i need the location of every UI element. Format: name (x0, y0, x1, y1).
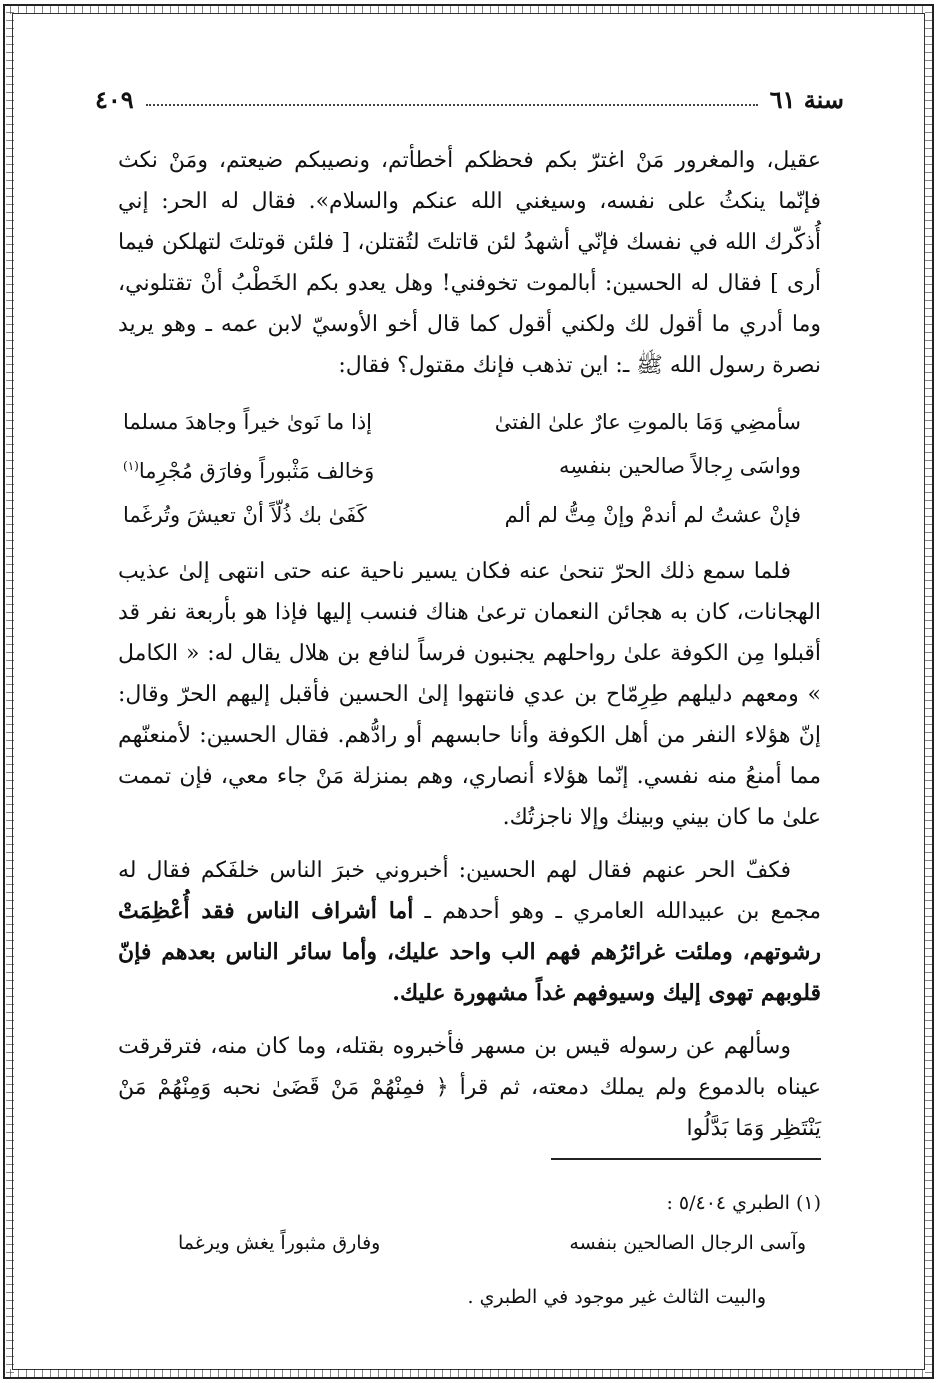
footnote-verse-second: وفارق مثبوراً يغش ويرغما (178, 1232, 381, 1254)
paragraph-4: وسألهم عن رسوله قيس بن مسهر فأخبروه بقتله، وما كان منه، فترقرقت عيناه بالدموع ولم يملك دمعته، ثم قرأ ﴿ فمِنْهُمْ مَنْ قَضَىٰ نحبه وَمِنْهُمْ مَنْ يَنْتَظِر وَمَا بَدَّلُوا (118, 1034, 821, 1141)
footnote-verse-first: وآسى الرجال الصالحين بنفسه (569, 1232, 806, 1254)
poem (118, 400, 821, 537)
verse-second-hemistich: إذا ما نَوىٰ خيراً وجاهدَ مسلما (123, 410, 373, 434)
footnote-reference: (١) الطبري ٥/٤٠٤ : (666, 1192, 821, 1214)
verse-first-hemistich: سأمضِي وَمَا بالموتِ عارٌ علىٰ الفتىٰ (494, 410, 801, 434)
paragraph-3 (118, 850, 821, 1014)
main-text (118, 140, 821, 1149)
poem-verse (118, 493, 821, 537)
paragraph-2: فلما سمع ذلك الحرّ تنحىٰ عنه فكان يسير ناحية عنه حتى انتهى إلىٰ عذيب الهجانات، كان به هجائن النعمان ترعىٰ هناك فنسب إليها فإذا هو بأربعة نفر قد أقبلوا مِن الكوفة علىٰ رواحلهم يجنبون فرساً لنافع بن هلال يقال له: « الكامل » ومعهم دليلهم طِرِمّاح بن عدي فانتهوا إلىٰ الحسين فأقبل إليهم الحرّ وقال: إنّ هؤلاء النفر من أهل الكوفة وأنا حابسهم أو رادُّهم. فقال الحسين: لأمنعنّهم مما أمنعُ منه نفسي. إنّما هؤلاء أنصاري، وهم بمنزلة مَنْ جاء معي، فإن تممت علىٰ ما كان بيني وبينك وإلا ناجزتُك. (118, 559, 821, 830)
footnote-note: والبيت الثالث غير موجود في الطبري . (467, 1286, 766, 1308)
header-dot-leader (146, 104, 758, 106)
paragraph-1: عقيل، والمغرور مَنْ اغترّ بكم فحظكم أخطأتم، ونصيبكم ضيعتم، ومَنْ نكث فإنّما ينكثُ على نفسه، وسيغني الله عنكم والسلام». فقال له الحر: إني أُذكّرك الله في نفسك فإنّي أشهدُ لئن قاتلتَ لتُقتلن، [ فلئن قوتلتَ لتهلكن فيما أرى ] فقال له الحسين: أبالموت تخوفني! وهل يعدو بكم الخَطْبُ أنْ تقتلوني، وما أدري ما أقول لك ولكني أقول كما قال أخو الأوسيّ لابن عمه ـ وهو يريد نصرة رسول الله ﷺ ـ: اين تذهب فإنك مقتول؟ فقال: (118, 148, 821, 378)
footnote-separator (551, 1158, 821, 1160)
poem-verse (118, 444, 821, 493)
header-year: سنة ٦١ (769, 85, 844, 114)
paragraph-3-bold: أما أشراف الناس فقد أُعْظِمَتْ رشوتهم، وملئت غرائرُهم فهم الب واحد عليك، وأما سائر الناس بعدهم فإنّ قلوبهم تهوى إليك وسيوفهم غداً مشهورة عليك. (118, 898, 821, 1006)
verse-text: وَخالف مَثْبوراً وفارَق مُجْرِما (138, 459, 375, 483)
footnote-marker[interactable]: (١) (123, 459, 139, 473)
running-header (95, 80, 844, 114)
paragraph-3-plain: فكفّ الحر عنهم فقال لهم الحسين: أخبروني خبرَ الناس خلفَكم فقال له مجمع بن عبيدالله العامري ـ وهو أحدهم ـ (118, 858, 822, 924)
page-number: ٤٠٩ (95, 85, 134, 114)
verse-second-hemistich (123, 444, 374, 493)
footnotes (118, 1183, 821, 1317)
verse-first-hemistich: فإنْ عشتُ لم أندمْ وإنْ مِتُّ لم ألم (504, 503, 801, 527)
poem-verse (118, 400, 821, 444)
footnote-verse (118, 1223, 821, 1263)
verse-second-hemistich: كَفَىٰ بك ذُلّاً أنْ تعيشَ وتُرغَما (123, 503, 367, 527)
verse-first-hemistich: وواسَى رِجالاً صالحين بنفسِه (558, 454, 801, 478)
